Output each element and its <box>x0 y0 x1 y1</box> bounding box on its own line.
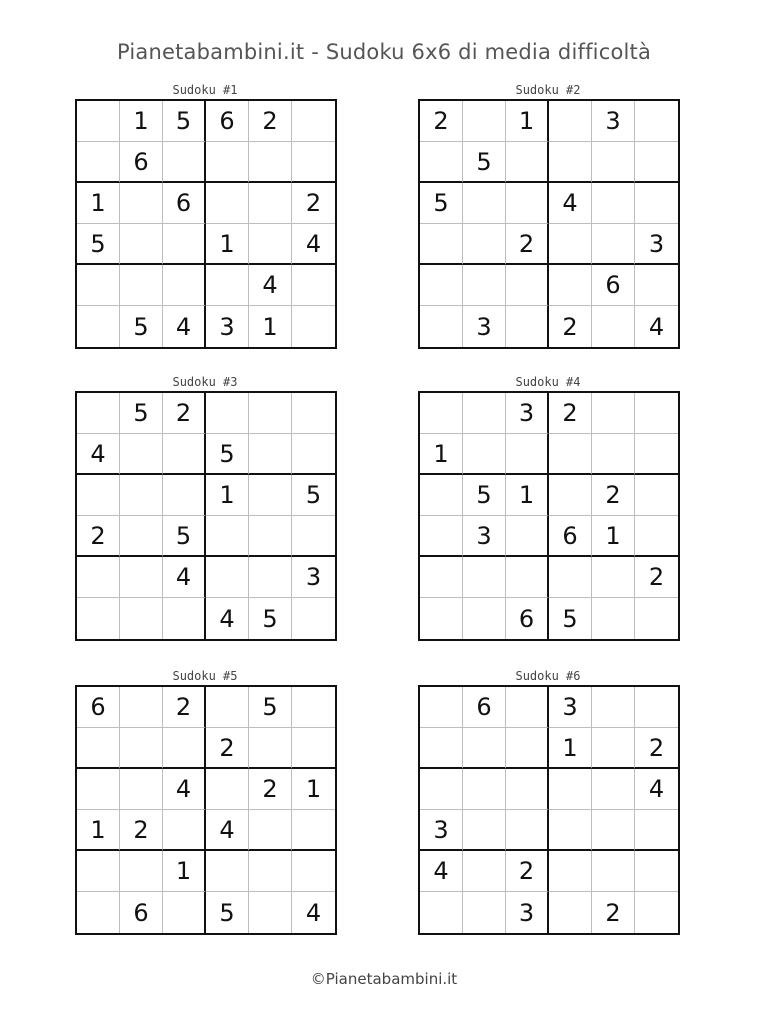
sudoku-cell <box>120 728 163 769</box>
sudoku-grid <box>418 391 680 641</box>
sudoku-cell <box>549 142 592 183</box>
sudoku-cell: 5 <box>292 475 335 516</box>
sudoku-cell <box>77 265 120 306</box>
sudoku-cell: 6 <box>463 687 506 728</box>
sudoku-cell: 2 <box>506 851 549 892</box>
sudoku-cell <box>77 892 120 933</box>
sudoku-cell <box>77 769 120 810</box>
sudoku-cell: 2 <box>163 687 206 728</box>
sudoku-cell <box>206 557 249 598</box>
sudoku-cell: 2 <box>635 557 678 598</box>
sudoku-cell <box>163 598 206 639</box>
sudoku-cell <box>506 434 549 475</box>
sudoku-cell <box>420 892 463 933</box>
sudoku-cell <box>635 516 678 557</box>
sudoku-cell <box>249 892 292 933</box>
sudoku-cell <box>506 265 549 306</box>
sudoku-cell <box>463 892 506 933</box>
sudoku-cell <box>249 393 292 434</box>
sudoku-cell <box>77 475 120 516</box>
sudoku-cell <box>463 434 506 475</box>
sudoku-cell <box>463 393 506 434</box>
sudoku-cell <box>163 475 206 516</box>
sudoku-cell <box>206 142 249 183</box>
sudoku-cell: 5 <box>163 516 206 557</box>
sudoku-cell: 2 <box>77 516 120 557</box>
sudoku-cell <box>592 224 635 265</box>
sudoku-cell: 2 <box>592 892 635 933</box>
sudoku-cell <box>120 265 163 306</box>
copyright-footer: ©Pianetabambini.it <box>310 970 458 988</box>
sudoku-cell <box>420 265 463 306</box>
sudoku-cell: 3 <box>463 516 506 557</box>
sudoku-cell <box>163 728 206 769</box>
sudoku-cell: 1 <box>506 475 549 516</box>
sudoku-cell: 5 <box>463 142 506 183</box>
sudoku-cell <box>635 434 678 475</box>
sudoku-cell <box>463 101 506 142</box>
sudoku-cell <box>463 728 506 769</box>
sudoku-cell <box>463 598 506 639</box>
sudoku-cell <box>77 142 120 183</box>
sudoku-cell: 6 <box>120 892 163 933</box>
sudoku-cell <box>292 101 335 142</box>
sudoku-cell <box>592 393 635 434</box>
sudoku-cell: 5 <box>206 892 249 933</box>
sudoku-cell <box>549 557 592 598</box>
sudoku-cell <box>549 224 592 265</box>
sudoku-cell: 3 <box>420 810 463 851</box>
sudoku-cell: 5 <box>549 598 592 639</box>
sudoku-cell <box>292 810 335 851</box>
sudoku-cell <box>292 142 335 183</box>
sudoku-cell <box>420 224 463 265</box>
sudoku-cell <box>120 183 163 224</box>
sudoku-cell <box>292 393 335 434</box>
sudoku-cell <box>206 769 249 810</box>
sudoku-cell <box>77 851 120 892</box>
sudoku-cell: 3 <box>635 224 678 265</box>
sudoku-cell <box>549 851 592 892</box>
sudoku-cell <box>463 810 506 851</box>
sudoku-cell: 5 <box>163 101 206 142</box>
sudoku-cell: 2 <box>420 101 463 142</box>
sudoku-cell <box>420 393 463 434</box>
sudoku-cell <box>506 142 549 183</box>
sudoku-cell <box>249 557 292 598</box>
sudoku-cell <box>635 687 678 728</box>
sudoku-cell <box>163 434 206 475</box>
puzzle-label: Sudoku #5 <box>172 669 238 683</box>
sudoku-cell: 1 <box>420 434 463 475</box>
puzzle-label: Sudoku #4 <box>515 375 581 389</box>
sudoku-cell <box>549 101 592 142</box>
sudoku-cell <box>592 769 635 810</box>
sudoku-cell <box>206 851 249 892</box>
sudoku-cell <box>249 224 292 265</box>
sudoku-grid <box>75 99 337 349</box>
sudoku-cell <box>592 810 635 851</box>
sudoku-cell <box>163 224 206 265</box>
sudoku-cell <box>592 557 635 598</box>
sudoku-cell <box>635 851 678 892</box>
sudoku-cell: 2 <box>120 810 163 851</box>
sudoku-cell: 1 <box>292 769 335 810</box>
sudoku-cell: 4 <box>549 183 592 224</box>
sudoku-cell: 2 <box>592 475 635 516</box>
sudoku-grid <box>75 391 337 641</box>
sudoku-cell <box>549 892 592 933</box>
sudoku-cell: 3 <box>506 393 549 434</box>
sudoku-cell <box>463 851 506 892</box>
sudoku-cell <box>120 687 163 728</box>
sudoku-cell <box>292 516 335 557</box>
sudoku-cell <box>163 892 206 933</box>
sudoku-cell: 4 <box>77 434 120 475</box>
sudoku-cell <box>77 557 120 598</box>
sudoku-cell: 2 <box>163 393 206 434</box>
sudoku-cell <box>120 598 163 639</box>
sudoku-cell <box>592 183 635 224</box>
sudoku-cell <box>206 265 249 306</box>
sudoku-cell: 1 <box>77 183 120 224</box>
sudoku-cell: 3 <box>292 557 335 598</box>
sudoku-cell: 5 <box>77 224 120 265</box>
sudoku-cell <box>206 516 249 557</box>
sudoku-cell <box>635 892 678 933</box>
puzzle-label: Sudoku #3 <box>172 375 238 389</box>
page-title: Pianetabambini.it - Sudoku 6x6 di media difficoltà <box>116 40 652 64</box>
sudoku-cell <box>420 728 463 769</box>
sudoku-cell <box>163 142 206 183</box>
sudoku-cell <box>77 598 120 639</box>
sudoku-puzzle-2 <box>418 82 678 349</box>
sudoku-cell: 4 <box>206 810 249 851</box>
sudoku-cell: 2 <box>506 224 549 265</box>
sudoku-cell <box>249 516 292 557</box>
sudoku-cell: 3 <box>463 306 506 347</box>
sudoku-puzzle-1 <box>75 82 335 349</box>
sudoku-cell <box>463 224 506 265</box>
sudoku-cell: 4 <box>635 769 678 810</box>
sudoku-grid <box>418 99 680 349</box>
sudoku-cell <box>249 434 292 475</box>
sudoku-cell: 1 <box>549 728 592 769</box>
sudoku-cell <box>549 475 592 516</box>
sudoku-cell: 2 <box>549 306 592 347</box>
sudoku-cell <box>120 769 163 810</box>
sudoku-cell: 5 <box>463 475 506 516</box>
sudoku-cell: 1 <box>120 101 163 142</box>
sudoku-cell <box>206 687 249 728</box>
sudoku-cell <box>249 183 292 224</box>
sudoku-cell: 4 <box>163 557 206 598</box>
sudoku-cell <box>635 475 678 516</box>
puzzle-label: Sudoku #6 <box>515 669 581 683</box>
sudoku-cell <box>120 434 163 475</box>
sudoku-cell: 3 <box>206 306 249 347</box>
sudoku-cell: 2 <box>549 393 592 434</box>
sudoku-cell <box>206 393 249 434</box>
sudoku-cell <box>635 101 678 142</box>
sudoku-cell: 5 <box>249 687 292 728</box>
sudoku-cell: 2 <box>249 101 292 142</box>
sudoku-cell <box>420 687 463 728</box>
sudoku-cell: 4 <box>163 306 206 347</box>
sudoku-cell: 2 <box>635 728 678 769</box>
sudoku-grid <box>418 685 680 935</box>
sudoku-cell: 5 <box>249 598 292 639</box>
sudoku-cell <box>506 516 549 557</box>
sudoku-cell <box>249 475 292 516</box>
sudoku-cell <box>249 142 292 183</box>
sudoku-cell <box>420 475 463 516</box>
sudoku-puzzle-5 <box>75 668 335 935</box>
sudoku-cell <box>506 306 549 347</box>
sudoku-cell <box>592 142 635 183</box>
sudoku-cell <box>592 687 635 728</box>
sudoku-cell <box>506 769 549 810</box>
sudoku-cell: 1 <box>206 224 249 265</box>
sudoku-cell <box>420 516 463 557</box>
sudoku-cell <box>292 306 335 347</box>
sudoku-cell <box>420 142 463 183</box>
sudoku-cell <box>292 728 335 769</box>
sudoku-puzzle-3 <box>75 374 335 641</box>
sudoku-cell: 4 <box>648 312 665 341</box>
sudoku-cell <box>592 598 635 639</box>
sudoku-cell <box>206 183 249 224</box>
puzzle-label: Sudoku #1 <box>172 83 238 97</box>
sudoku-cell <box>120 516 163 557</box>
sudoku-puzzle-4 <box>418 374 678 641</box>
sudoku-cell <box>77 101 120 142</box>
sudoku-cell: 3 <box>592 101 635 142</box>
sudoku-cell: 6 <box>592 265 635 306</box>
sudoku-cell <box>549 434 592 475</box>
sudoku-cell <box>292 851 335 892</box>
sudoku-cell <box>549 810 592 851</box>
sudoku-cell <box>549 265 592 306</box>
sudoku-cell: 5 <box>120 306 163 347</box>
sudoku-cell <box>506 810 549 851</box>
sudoku-cell <box>506 557 549 598</box>
sudoku-cell <box>292 687 335 728</box>
sudoku-cell <box>120 475 163 516</box>
sudoku-cell <box>420 557 463 598</box>
sudoku-cell: 6 <box>506 598 549 639</box>
sudoku-cell: 4 <box>305 898 322 927</box>
sudoku-cell: 6 <box>549 516 592 557</box>
sudoku-cell <box>549 769 592 810</box>
sudoku-grid <box>75 685 337 935</box>
sudoku-cell <box>420 306 463 347</box>
sudoku-cell <box>635 142 678 183</box>
sudoku-cell <box>506 687 549 728</box>
sudoku-cell: 4 <box>292 224 335 265</box>
sudoku-cell <box>592 851 635 892</box>
sudoku-cell <box>506 183 549 224</box>
sudoku-cell: 1 <box>206 475 249 516</box>
sudoku-cell <box>463 265 506 306</box>
sudoku-cell: 4 <box>249 265 292 306</box>
sudoku-cell <box>163 810 206 851</box>
sudoku-cell: 5 <box>420 183 463 224</box>
sudoku-cell <box>635 598 678 639</box>
sudoku-cell: 4 <box>163 769 206 810</box>
sudoku-cell <box>77 306 120 347</box>
sudoku-cell: 5 <box>120 393 163 434</box>
sudoku-cell <box>635 183 678 224</box>
sudoku-cell <box>420 769 463 810</box>
sudoku-cell: 6 <box>77 687 120 728</box>
sudoku-cell: 2 <box>249 769 292 810</box>
sudoku-cell <box>635 265 678 306</box>
sudoku-cell <box>77 393 120 434</box>
sudoku-cell: 1 <box>506 101 549 142</box>
sudoku-cell: 6 <box>120 142 163 183</box>
sudoku-cell <box>249 851 292 892</box>
sudoku-cell: 6 <box>163 183 206 224</box>
sudoku-cell: 1 <box>77 810 120 851</box>
sudoku-cell <box>249 810 292 851</box>
sudoku-cell <box>592 306 635 347</box>
sudoku-cell: 4 <box>206 598 249 639</box>
sudoku-cell: 4 <box>420 851 463 892</box>
sudoku-cell: 2 <box>206 728 249 769</box>
sudoku-cell: 2 <box>292 183 335 224</box>
sudoku-cell <box>120 224 163 265</box>
sudoku-cell: 3 <box>506 892 549 933</box>
sudoku-cell <box>463 183 506 224</box>
sudoku-cell: 1 <box>163 851 206 892</box>
sudoku-cell <box>463 769 506 810</box>
sudoku-cell: 6 <box>206 101 249 142</box>
puzzle-label: Sudoku #2 <box>515 83 581 97</box>
sudoku-cell: 1 <box>249 306 292 347</box>
sudoku-cell <box>292 434 335 475</box>
sudoku-cell <box>592 728 635 769</box>
sudoku-cell: 1 <box>592 516 635 557</box>
sudoku-cell <box>292 598 335 639</box>
sudoku-cell <box>463 557 506 598</box>
sudoku-cell <box>249 728 292 769</box>
sudoku-cell <box>420 598 463 639</box>
sudoku-cell: 5 <box>206 434 249 475</box>
sudoku-puzzle-6 <box>418 668 678 935</box>
sudoku-cell <box>120 851 163 892</box>
sudoku-cell <box>292 265 335 306</box>
sudoku-cell <box>635 393 678 434</box>
sudoku-cell <box>635 810 678 851</box>
sudoku-cell <box>506 728 549 769</box>
sudoku-cell <box>592 434 635 475</box>
sudoku-cell: 3 <box>549 687 592 728</box>
sudoku-cell <box>77 728 120 769</box>
sudoku-cell <box>163 265 206 306</box>
sudoku-cell <box>120 557 163 598</box>
